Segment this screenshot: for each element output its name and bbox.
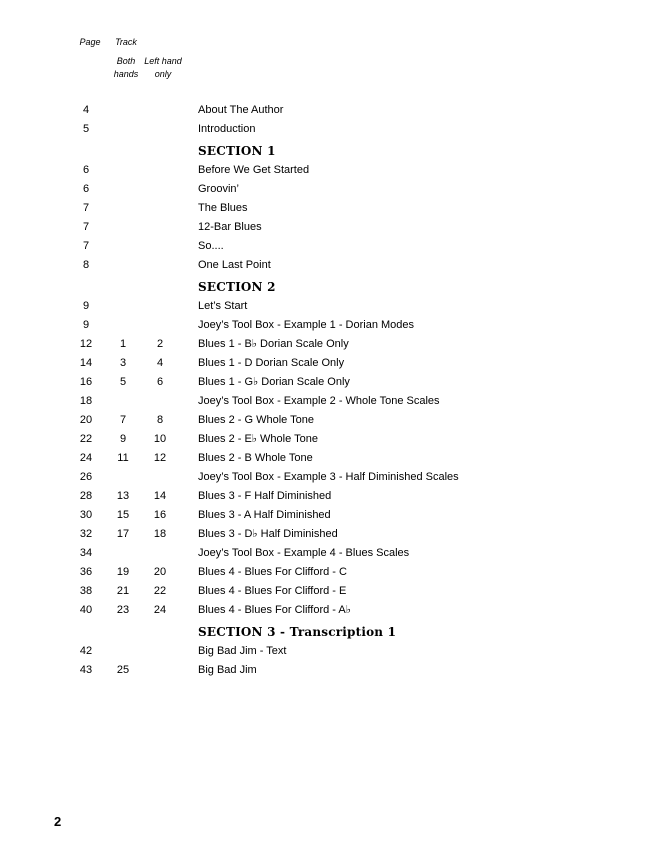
toc-page-number: 40	[79, 604, 93, 616]
toc-entry-row	[0, 101, 648, 120]
section-heading-row	[0, 620, 648, 642]
toc-page-number: 43	[79, 664, 93, 676]
toc-page-number: 7	[82, 240, 90, 252]
toc-entry-title: Blues 1 - D Dorian Scale Only	[198, 357, 345, 369]
toc-entry-title: Blues 2 - G Whole Tone	[198, 414, 314, 426]
section-heading: SECTION 2	[198, 280, 276, 294]
toc-entry-row	[0, 199, 648, 218]
toc-entry-row	[0, 563, 648, 582]
toc-page-number: 42	[79, 645, 93, 657]
toc-page-number: 34	[79, 547, 93, 559]
toc-page-number: 32	[79, 528, 93, 540]
toc-entry-title: Big Bad Jim	[198, 664, 257, 676]
toc-track-both-hands: 25	[116, 664, 130, 676]
toc-track-left-hand: 16	[153, 509, 167, 521]
toc-page-number: 9	[82, 319, 90, 331]
toc-entry-title: Blues 1 - B♭ Dorian Scale Only	[198, 338, 349, 350]
toc-page-number: 30	[79, 509, 93, 521]
toc-entry-title: The Blues	[198, 202, 248, 214]
toc-track-both-hands: 13	[116, 490, 130, 502]
toc-track-left-hand: 8	[156, 414, 164, 426]
toc-entry-title: Joey’s Tool Box - Example 2 - Whole Tone Scales	[198, 395, 440, 407]
toc-entry-row	[0, 392, 648, 411]
toc-track-both-hands: 11	[117, 452, 129, 464]
toc-track-both-hands: 7	[119, 414, 127, 426]
toc-entry-title: Blues 3 - D♭ Half Diminished	[198, 528, 338, 540]
toc-page-number: 18	[79, 395, 93, 407]
toc-entry-title: So....	[198, 240, 224, 252]
toc-track-both-hands: 1	[119, 338, 127, 350]
toc-page-number: 24	[79, 452, 93, 464]
toc-entry-row	[0, 430, 648, 449]
toc-track-both-hands: 23	[116, 604, 130, 616]
toc-entry-row	[0, 601, 648, 620]
toc-page-number: 38	[79, 585, 93, 597]
track-header-label: Track	[115, 37, 137, 47]
toc-track-both-hands: 21	[116, 585, 130, 597]
toc-entry-row	[0, 120, 648, 139]
toc-entry-title: Big Bad Jim - Text	[198, 645, 287, 657]
toc-entry-title: Introduction	[198, 123, 256, 135]
toc-page-number: 7	[82, 221, 90, 233]
toc-entry-title: 12-Bar Blues	[198, 221, 262, 233]
toc-track-left-hand: 18	[153, 528, 167, 540]
toc-entry-row	[0, 354, 648, 373]
left-hand-column-header	[140, 55, 186, 81]
toc-page-number: 14	[79, 357, 93, 369]
toc-entry-row	[0, 468, 648, 487]
toc-track-left-hand: 4	[156, 357, 164, 369]
track-column-header	[110, 36, 142, 49]
toc-track-left-hand: 12	[153, 452, 167, 464]
toc-track-both-hands: 9	[119, 433, 127, 445]
toc-entry-title: Let’s Start	[198, 300, 248, 312]
toc-entry-title: Blues 1 - G♭ Dorian Scale Only	[198, 376, 350, 388]
toc-page-number: 26	[79, 471, 93, 483]
toc-track-left-hand: 24	[153, 604, 167, 616]
toc-entry-title: About The Author	[198, 104, 284, 116]
toc-track-left-hand: 2	[156, 338, 164, 350]
toc-entry-row	[0, 161, 648, 180]
toc-page-number: 22	[79, 433, 93, 445]
section-heading: SECTION 3 - Transcription 1	[198, 625, 397, 639]
toc-page-number: 6	[82, 164, 90, 176]
toc-entry-row	[0, 449, 648, 468]
toc-entry-title: Joey’s Tool Box - Example 3 - Half Diminished Scales	[198, 471, 459, 483]
toc-page-number: 12	[79, 338, 93, 350]
section-heading-row	[0, 139, 648, 161]
toc-entry-row	[0, 544, 648, 563]
toc-entry-row	[0, 335, 648, 354]
toc-page-number: 36	[79, 566, 93, 578]
toc-page-number: 16	[79, 376, 93, 388]
toc-track-both-hands: 15	[116, 509, 130, 521]
toc-track-both-hands: 3	[119, 357, 127, 369]
toc-page-number: 20	[79, 414, 93, 426]
toc-entry-row	[0, 316, 648, 335]
toc-entry-row	[0, 642, 648, 661]
section-heading-row	[0, 275, 648, 297]
page-column-header	[74, 36, 106, 49]
left-hand-header-line1: Left hand	[144, 56, 182, 66]
table-of-contents	[0, 101, 648, 680]
toc-track-left-hand: 10	[153, 433, 167, 445]
toc-entry-row	[0, 180, 648, 199]
both-hands-header-line2: hands	[113, 69, 139, 79]
toc-page-number: 5	[82, 123, 90, 135]
toc-entry-title: Joey’s Tool Box - Example 4 - Blues Scales	[198, 547, 410, 559]
toc-entry-row	[0, 218, 648, 237]
toc-page-number: 28	[79, 490, 93, 502]
toc-entry-title: Joey’s Tool Box - Example 1 - Dorian Modes	[198, 319, 415, 331]
toc-entry-title: Blues 4 - Blues For Clifford - E	[198, 585, 347, 597]
toc-entry-title: Blues 2 - E♭ Whole Tone	[198, 433, 318, 445]
page-number: 2	[54, 814, 62, 829]
toc-page-number: 6	[82, 183, 90, 195]
toc-entry-row	[0, 256, 648, 275]
toc-entry-title: Blues 4 - Blues For Clifford - C	[198, 566, 347, 578]
toc-entry-title: Blues 2 - B Whole Tone	[198, 452, 313, 464]
toc-entry-title: Before We Get Started	[198, 164, 310, 176]
toc-track-left-hand: 20	[153, 566, 167, 578]
toc-track-both-hands: 17	[116, 528, 130, 540]
both-hands-header-line1: Both	[116, 56, 136, 66]
toc-entry-row	[0, 237, 648, 256]
toc-entry-title: Groovin’	[198, 183, 239, 195]
toc-entry-row	[0, 373, 648, 392]
left-hand-header-line2: only	[154, 69, 172, 79]
toc-track-both-hands: 5	[119, 376, 127, 388]
toc-entry-title: Blues 3 - A Half Diminished	[198, 509, 331, 521]
toc-track-left-hand: 6	[156, 376, 164, 388]
toc-page-number: 4	[82, 104, 90, 116]
toc-entry-title: One Last Point	[198, 259, 271, 271]
toc-entry-row	[0, 487, 648, 506]
toc-track-left-hand: 14	[153, 490, 167, 502]
toc-page-number: 9	[82, 300, 90, 312]
both-hands-column-header	[108, 55, 144, 81]
toc-entry-row	[0, 411, 648, 430]
page-header-label: Page	[79, 37, 101, 47]
toc-page-number: 7	[82, 202, 90, 214]
toc-entry-row	[0, 582, 648, 601]
toc-entry-row	[0, 297, 648, 316]
toc-entry-row	[0, 525, 648, 544]
toc-page-number: 8	[82, 259, 90, 271]
toc-entry-row	[0, 661, 648, 680]
toc-entry-title: Blues 3 - F Half Diminished	[198, 490, 332, 502]
toc-track-both-hands: 19	[116, 566, 130, 578]
toc-entry-row	[0, 506, 648, 525]
toc-track-left-hand: 22	[153, 585, 167, 597]
toc-entry-title: Blues 4 - Blues For Clifford - A♭	[198, 604, 351, 616]
section-heading: SECTION 1	[198, 144, 276, 158]
